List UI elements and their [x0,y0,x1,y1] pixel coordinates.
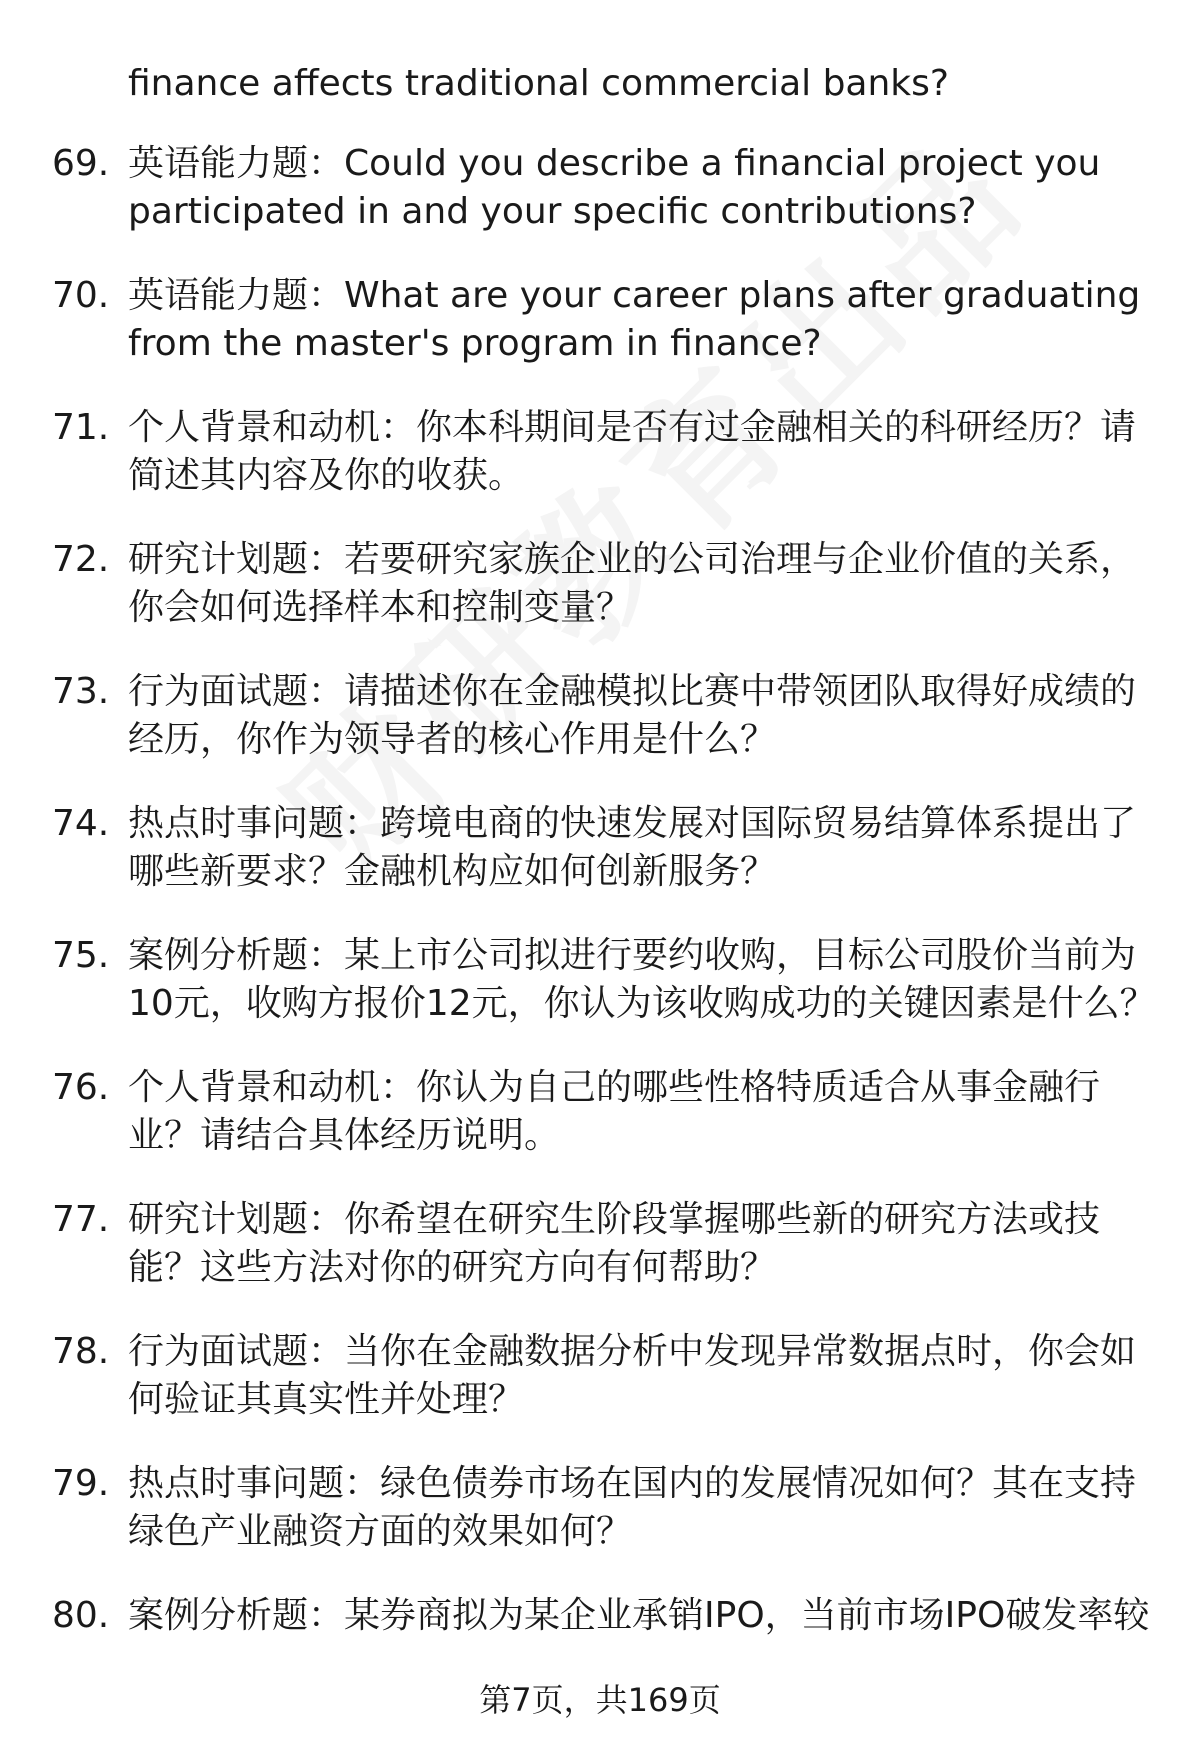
question-item [0,1196,1200,1328]
question-line: participated in and your specific contributions? [128,191,977,232]
question-item [0,1064,1200,1196]
question-number: 72. [52,539,110,580]
question-item [0,272,1200,404]
question-item [0,1328,1200,1460]
question-line: 经历，你作为领导者的核心作用是什么？ [128,719,777,760]
question-number: 69. [52,143,110,184]
question-text [128,404,1148,500]
question-text [128,140,1148,236]
question-item [0,536,1200,668]
question-number: 78. [52,1331,110,1372]
page-footer: 第7页，共169页 [479,1681,721,1719]
question-text [128,1196,1148,1292]
question-line: 你会如何选择样本和控制变量？ [128,587,633,628]
question-item [0,404,1200,536]
question-line: 热点时事问题：绿色债券市场在国内的发展情况如何？其在支持 [128,1463,1137,1504]
question-item [0,668,1200,800]
question-number: 73. [52,671,110,712]
question-number: 74. [52,803,110,844]
question-line: 行为面试题：请描述你在金融模拟比赛中带领团队取得好成绩的 [128,671,1137,712]
question-line: 个人背景和动机：你本科期间是否有过金融相关的科研经历？请 [128,407,1137,448]
question-item [0,932,1200,1064]
question-number: 80. [52,1595,110,1636]
question-line: 英语能力题：What are your career plans after graduating [128,275,1141,316]
question-line: 业？请结合具体经历说明。 [128,1115,561,1156]
continuation-line: finance affects traditional commercial banks? [128,63,950,104]
question-number: 71. [52,407,110,448]
question-text [128,1460,1148,1556]
question-line: 案例分析题：某上市公司拟进行要约收购，目标公司股价当前为 [128,935,1137,976]
question-number: 75. [52,935,110,976]
question-line: 10元，收购方报价12元，你认为该收购成功的关键因素是什么？ [128,983,1156,1024]
question-text [128,1328,1148,1424]
question-text [128,1064,1148,1160]
question-number: 76. [52,1067,110,1108]
question-text [128,272,1148,368]
question-number: 70. [52,275,110,316]
question-item [0,800,1200,932]
question-line: 何验证其真实性并处理？ [128,1379,525,1420]
question-text [128,800,1148,896]
question-line: 哪些新要求？金融机构应如何创新服务？ [128,851,777,892]
question-line: 能？这些方法对你的研究方向有何帮助？ [128,1247,777,1288]
question-line: 绿色产业融资方面的效果如何？ [128,1511,633,1552]
question-number: 79. [52,1463,110,1504]
question-line: 行为面试题：当你在金融数据分析中发现异常数据点时，你会如 [128,1331,1137,1372]
question-line: 案例分析题：某券商拟为某企业承销IPO，当前市场IPO破发率较 [128,1595,1150,1636]
question-line: 研究计划题：若要研究家族企业的公司治理与企业价值的关系， [128,539,1137,580]
question-number: 77. [52,1199,110,1240]
question-text [128,1592,1148,1640]
question-line: 研究计划题：你希望在研究生阶段掌握哪些新的研究方法或技 [128,1199,1101,1240]
question-text [128,536,1148,632]
question-line: from the master's program in finance? [128,323,822,364]
question-line: 热点时事问题：跨境电商的快速发展对国际贸易结算体系提出了 [128,803,1137,844]
question-line: 简述其内容及你的收获。 [128,455,525,496]
question-text [128,932,1156,1028]
question-line: 英语能力题：Could you describe a financial project you [128,143,1101,184]
question-list [0,140,1200,1724]
question-text [128,668,1148,764]
question-line: 个人背景和动机：你认为自己的哪些性格特质适合从事金融行 [128,1067,1101,1108]
question-item [0,1460,1200,1592]
question-item [0,140,1200,272]
